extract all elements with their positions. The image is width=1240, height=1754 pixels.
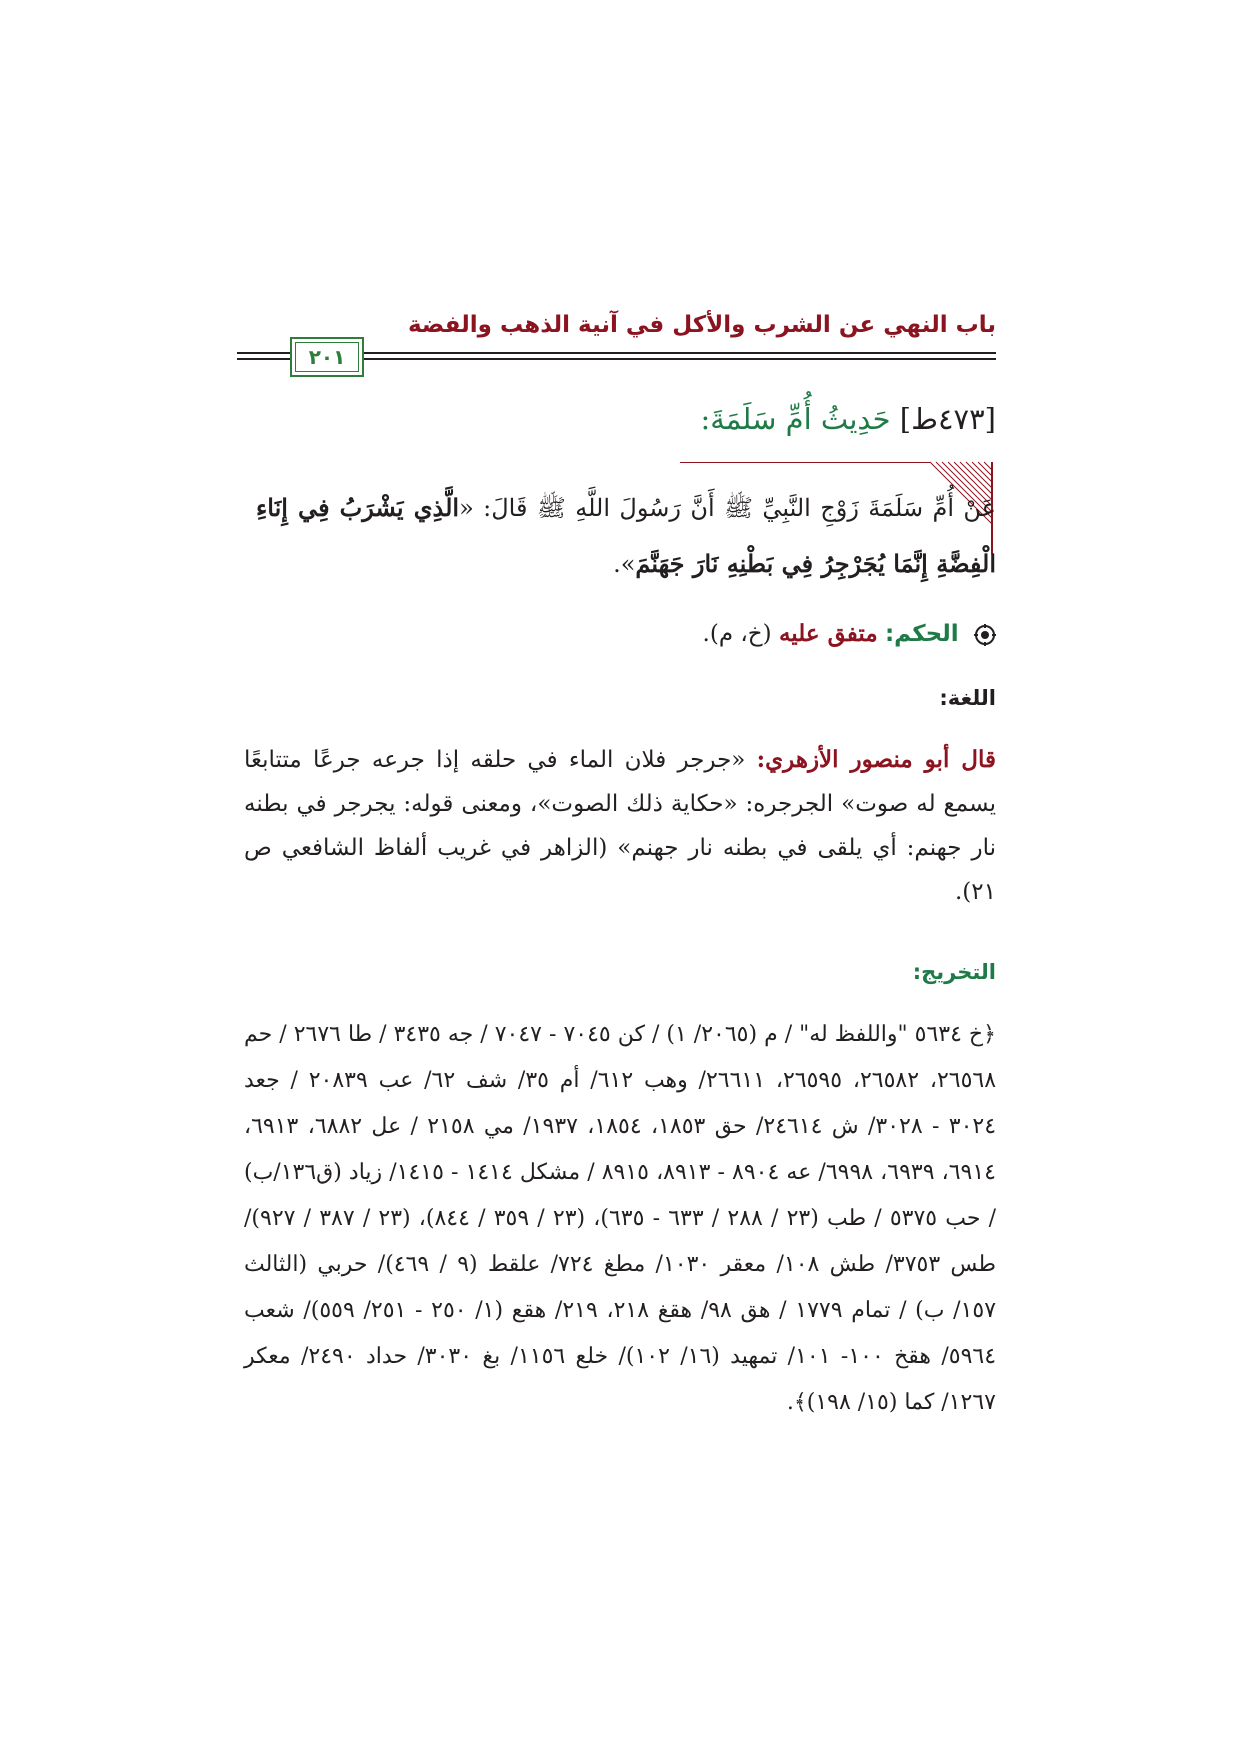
- page-number: ٢٠١: [308, 345, 346, 369]
- flower-icon: [974, 624, 996, 646]
- running-title: باب النهي عن الشرب والأكل في آنية الذهب والفضة: [407, 312, 996, 338]
- lugha-title: اللغة:: [939, 686, 996, 710]
- ruling-source: (خ، م).: [702, 621, 772, 647]
- ruling-value: متفق عليه: [778, 620, 878, 647]
- page-number-box: [290, 337, 364, 377]
- hadith-number: [٤٧٣ط]: [899, 402, 996, 436]
- hadith-text-bold: الَّذِي يَشْرَبُ فِي إِنَاءِ الْفِضَّةِ إِنَّمَا يُجَرْجِرُ فِي بَطْنِهِ نَارَ جَهَنَّمَ: [256, 493, 996, 578]
- hadith-text: [256, 480, 996, 592]
- lugha-paragraph: [244, 738, 996, 914]
- ruling-label: الحكم:: [884, 621, 959, 647]
- hadith-text-intro: عَنْ أُمِّ سَلَمَةَ زَوْجِ النَّبِيِّ ﷺ أَنَّ رَسُولَ اللَّهِ ﷺ قَالَ: «: [459, 494, 996, 522]
- lugha-author: قال أبو منصور الأزهري:: [756, 746, 997, 773]
- hadith-heading: [296, 402, 996, 436]
- takhrij-title: التخريج:: [912, 960, 996, 984]
- lugha-text: «جرجر فلان الماء في حلقه إذا جرعه جرعًا متتابعًا يسمع له صوت» الجرجره: «حكاية ذلك الصوت»، ومعنى قوله: يجرجر في بطنه نار جهنم: أي يلقى في بطنه نار جهنم» (الزاهر في غريب ألفاظ الشافعي ص ٢١).: [244, 747, 996, 905]
- ornament-line: [680, 462, 930, 463]
- takhrij-paragraph: ﴿خ ٥٦٣٤ "واللفظ له" / م (٢٠٦٥/ ١) / كن ٧٠٤٥ - ٧٠٤٧ / جه ٣٤٣٥ / طا ٢٦٧٦ / حم ٢٦٥٦٨، ٢٦٥٨٢، ٢٦٥٩٥، ٢٦٦١١/ وهب ٦١٢/ أم ٣٥/ شف ٦٢/ عب ٢٠٨٣٩ / جعد ٣٠٢٤ - ٣٠٢٨/ ش ٢٤٦١٤/ حق ١٨٥٣، ١٨٥٤، ١٩٣٧/ مي ٢١٥٨ / عل ٦٨٨٢، ٦٩١٣، ٦٩١٤، ٦٩٣٩، ٦٩٩٨/ عه ٨٩٠٤ - ٨٩١٣، ٨٩١٥ / مشكل ١٤١٤ - ١٤١٥/ زياد (ق١٣٦/ب) / حب ٥٣٧٥ / طب (٢٣ / ٢٨٨ / ٦٣٣ - ٦٣٥)، (٢٣ / ٣٥٩ / ٨٤٤)، (٢٣ / ٣٨٧ / ٩٢٧)/ طس ٣٧٥٣/ طش ١٠٨/ معقر ١٠٣٠/ مطغ ٧٢٤/ علقط (٩ / ٤٦٩)/ حربي (الثالث ١٥٧/ ب) / تمام ١٧٧٩ / هق ٩٨/ هقغ ٢١٨، ٢١٩/ هقع (١/ ٢٥٠ - ٢٥١/ ٥٥٩)/ شعب ٥٩٦٤/ هقخ ١٠٠- ١٠١/ تمهيد (١٦/ ١٠٢)/ خلع ١١٥٦/ بغ ٣٠٣٠/ حداد ٢٤٩٠/ معكر ١٢٦٧/ كما (١٥/ ١٩٨)﴾.: [244, 1022, 997, 1415]
- ruling: [296, 620, 996, 647]
- hadith-title: حَدِيثُ أُمِّ سَلَمَةَ:: [700, 402, 891, 436]
- hadith-text-end: ».: [613, 550, 636, 578]
